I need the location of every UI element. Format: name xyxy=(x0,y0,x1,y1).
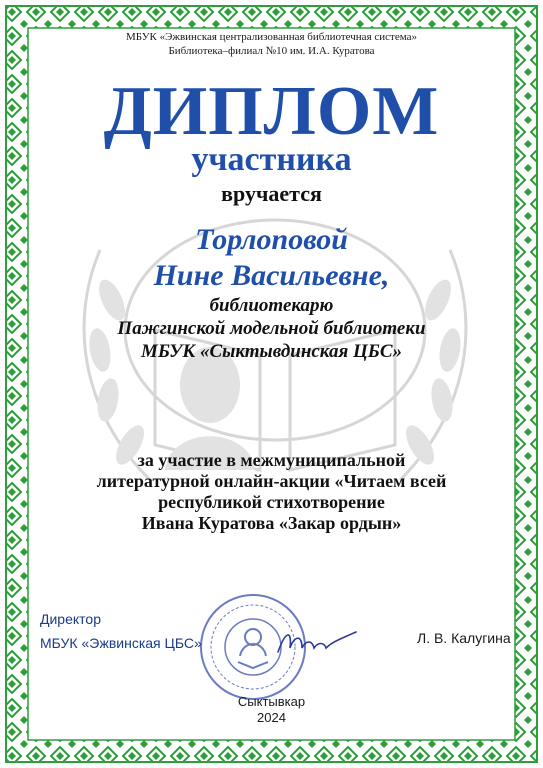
signatory-role: Директор xyxy=(40,611,101,627)
place-city: Сыктывкар xyxy=(237,694,306,709)
signatory-name: Л. В. Калугина xyxy=(417,630,511,646)
place-and-year xyxy=(0,694,543,726)
signatory-block xyxy=(40,607,202,655)
recipient-line-2: Нине Васильевне, xyxy=(153,259,390,292)
organization-header xyxy=(0,30,543,58)
diploma-title: ДИПЛОМ xyxy=(103,73,440,150)
position-line-3: МБУК «Сыктывдинская ЦБС» xyxy=(140,341,403,362)
position-line-1: библиотекарю xyxy=(209,295,334,316)
reason-line-4: Ивана Куратова «Закар ордын» xyxy=(141,513,402,533)
place-year: 2024 xyxy=(257,710,286,725)
reason-line-2: литературной онлайн-акции «Читаем всей xyxy=(96,471,447,491)
header-line-1: МБУК «Эжвинская централизованная библиотечная система» xyxy=(126,31,417,43)
signatory-organization: МБУК «Эжвинская ЦБС» xyxy=(40,635,202,651)
recipient-line-1: Торлоповой xyxy=(195,223,348,256)
awarded-text: вручается xyxy=(221,181,322,206)
reason-line-3: республикой стихотворение xyxy=(158,492,385,512)
director-signature xyxy=(272,622,362,662)
award-reason xyxy=(0,450,543,534)
diploma-subtitle: участника xyxy=(191,141,352,178)
recipient-name xyxy=(0,222,543,294)
header-line-2: Библиотека–филиал №10 им. И.А. Куратова xyxy=(168,45,375,57)
position-line-2: Пажгинской модельной библиотеки xyxy=(117,318,426,339)
recipient-position xyxy=(0,294,543,363)
reason-line-1: за участие в межмуниципальной xyxy=(137,450,406,470)
